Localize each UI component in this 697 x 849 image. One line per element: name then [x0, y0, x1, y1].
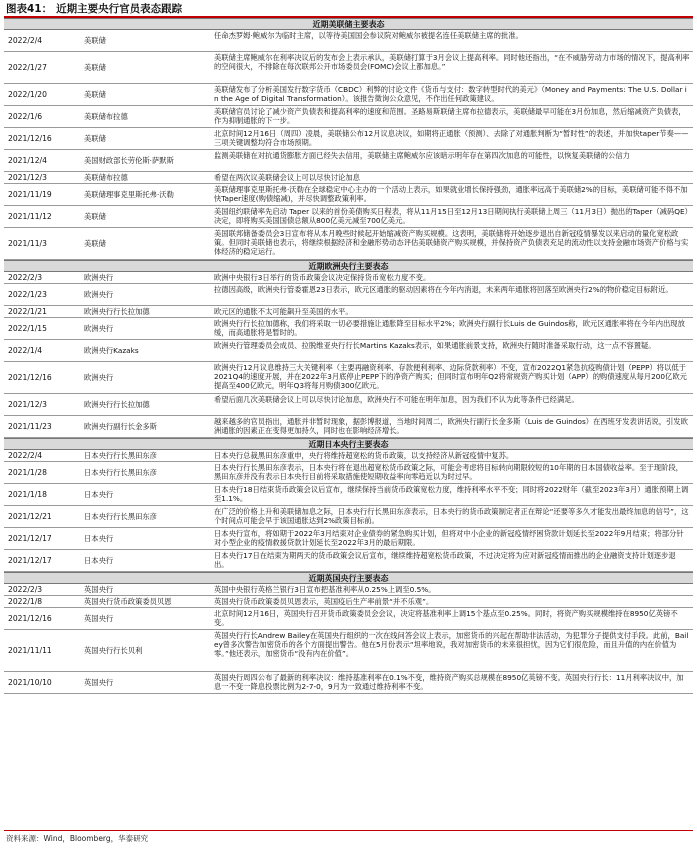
row-date: 2022/1/4: [8, 345, 43, 355]
row-institution: 欧洲央行: [84, 289, 114, 299]
table-row: [4, 172, 693, 184]
table-row: [4, 318, 693, 340]
table-row: [4, 584, 693, 596]
section-header: 近期英国央行主要表态: [4, 572, 693, 584]
row-date: 2021/11/3: [8, 238, 47, 248]
row-institution: 日本央行: [84, 555, 114, 565]
table-row: [4, 206, 693, 228]
figure-title: [6, 2, 182, 16]
table-row: [4, 416, 693, 438]
row-statement: 越来越多的官员指出，通胀并非暂时现象，据彭博报道，当地时间周二，欧洲央行副行长金多斯（Luis de Guindos）在西班牙发表讲话说，引发欧洲通胀的因素正在变得更加持久，同时也在影响经济增长。: [214, 417, 688, 436]
row-statement: 监测美联储在对抗通货膨胀方面已经失去信用，美联储主席鲍威尔应该暗示明年存在第四次加息的可能性，以恢复美联储的公信力: [214, 151, 630, 160]
row-date: 2021/11/11: [8, 645, 52, 655]
row-date: 2021/1/18: [8, 489, 47, 499]
row-date: 2021/12/3: [8, 399, 47, 409]
row-institution: 日本央行: [84, 489, 114, 499]
central-bank-table: [4, 18, 693, 828]
row-date: 2022/1/21: [8, 306, 47, 316]
row-institution: 美联储: [84, 238, 106, 248]
row-institution: 日本央行行长黑田东彦: [84, 450, 157, 460]
figure-title-text: 近期主要央行官员表态跟踪: [56, 3, 183, 15]
row-date: 2021/12/21: [8, 511, 52, 521]
row-statement: 欧洲央行管理委员会成员、拉脱维亚央行行长Martins Kazaks表示，如果通胀前景支持，欧洲央行随时准备采取行动，这一点不容置疑。: [214, 341, 656, 350]
row-statement: 美联储官员讨论了减少资产负债表和提高利率的速度和范围。圣路易斯联储主席布拉德表示，美联储最早可能在3月份加息，然后缩减资产负债表，作为抑制通胀的下一步。: [214, 107, 686, 126]
section-header: 近期日本央行主要表态: [4, 438, 693, 450]
row-statement: 日本央行17日在结束为期两天的货币政策会议后宣布，继续维持超宽松货币政策，不过决定将为应对新冠疫情而推出的企业融资支持计划逐步退出。: [214, 551, 676, 570]
row-institution: 英国央行: [84, 677, 114, 687]
table-row: [4, 394, 693, 416]
row-statement: 拉德因高级，欧洲央行管委霍恩23日表示，欧元区通胀的驱动因素将在今年内消退，未来两年通胀将回落至欧洲央行2%的物价稳定目标附近。: [214, 285, 673, 294]
row-statement: 日本央行18日结束货币政策会议后宣布，继续保持当前货币政策宽松力度，维持利率水平不变；同时将2022财年（截至2023年3月）通胀预期上调至1.1%。: [214, 485, 689, 504]
row-date: 2022/1/23: [8, 289, 47, 299]
figure-label: 图表41：: [6, 3, 53, 15]
row-institution: 日本央行行长黑田东彦: [84, 467, 157, 477]
row-date: 2022/1/20: [8, 89, 47, 99]
row-date: 2021/11/19: [8, 189, 52, 199]
table-row: [4, 106, 693, 128]
row-statement: 英国央行货币政策委员贝恩表示，英国疫后生产率前景“并不乐观”。: [214, 597, 434, 606]
row-date: 2021/11/12: [8, 211, 52, 221]
row-statement: 美国纽约联储率先启动 Taper 以来的首份美债购买日程表，将从11月15日至12月13日期间执行美联储上周三（11月3日）抛出的Taper（减码QE）决定，即将购买美国国债总额从800亿美元减至700亿美元。: [214, 207, 689, 226]
row-institution: 美联储: [84, 133, 106, 143]
row-statement: 欧洲央行12月议息维持三大关键利率（主要再融资利率、存款便利利率、边际贷款利率）不变，宣布2022Q1紧急抗疫购债计划（PEPP）将以低于2021Q4的速度开展，并在2022年3月底停止PEPP下的净资产购买；但同时宣布明年Q2将常规资产购买计划（APP）的购债速度从每月200亿欧元提高至400亿欧元，明年Q3将每月购债300亿欧元。: [214, 363, 687, 391]
section-header: 近期美联储主要表态: [4, 18, 693, 30]
table-row: [4, 228, 693, 260]
table-row: [4, 362, 693, 394]
row-statement: 北京时间12月16日（周四）凌晨，美联储公布12月议息决议，如期将正通胀（预测）、去除了对通胀判断为“暂时性”的表述，并加快taper节奏——三项关键调整均符合市场预期。: [214, 129, 689, 148]
row-date: 2021/12/4: [8, 155, 47, 165]
row-institution: 欧洲央行: [84, 272, 114, 282]
table-row: [4, 272, 693, 284]
row-institution: 美联储: [84, 35, 106, 45]
table-row: [4, 150, 693, 172]
row-institution: 英国央行: [84, 584, 114, 594]
row-statement: 美国联邦储备委员会3日宣布将从本月晚些时候起开始缩减资产购买规模。这表明，美联储将开始逐步退出自新冠疫情暴发以来启动的量化宽松政策。但同时美联储也表示，将继续根据经济和金融形势动态评估美联储资产购买规模，并保持资产负债表充足的流动性以支持金融市场资产价格与实体经济的稳定运行。: [214, 229, 689, 257]
row-date: 2022/2/3: [8, 272, 43, 282]
row-statement: 在广泛的价格上升和美联储加息之际，日本央行行长黑田东彦表示，日本央行的货币政策制定者正在辩论“还要等多久才能发出最终加息的信号”，这个时间点可能会早于该国通胀达到2%政策目标前。: [214, 507, 689, 526]
row-date: 2021/12/16: [8, 133, 52, 143]
row-statement: 日本央行总裁黑田东彦重申，央行将维持超宽松的货币政策，以支持经济从新冠疫情中复苏。: [214, 451, 514, 460]
row-statement: 希望在两次议美联储会议上可以尽快讨论加息: [214, 173, 360, 182]
row-statement: 任命杰罗姆·鲍威尔为临时主席，以等待美国国会参议院对鲍威尔被提名连任美联储主席的批准。: [214, 31, 523, 40]
row-institution: 美联储: [84, 211, 106, 221]
row-statement: 欧洲央行行长拉加德称，我们将采取一切必要措施让通胀降至目标水平2%；欧洲央行副行长Luis de Guindos称，欧元区通胀率将在今年内出现放缓，而高通胀将是暂时的。: [214, 319, 685, 338]
table-row: [4, 52, 693, 84]
row-statement: 美联储主席鲍威尔在利率决议后的发布会上表示承认，美联储打算于3月会议上提高利率。同时他还指出，“在不威胁劳动力市场的情况下，提高利率的空间很大，不排除在每次联邦公开市场委员会(FOMC)会议上都加息。”: [214, 53, 690, 72]
row-statement: 希望后面几次美联储会议上可以尽快讨论加息，欧洲央行不可能在明年加息，因为我们不认为此等条件已经满足。: [214, 395, 579, 404]
source-note: 资料来源：Wind，Bloomberg，华泰研究: [6, 834, 149, 843]
row-date: 2022/1/15: [8, 323, 47, 333]
row-date: 2022/1/6: [8, 111, 43, 121]
table-row: [4, 128, 693, 150]
row-institution: 美国财政部长劳伦斯·萨默斯: [84, 155, 174, 165]
row-institution: 英国央行货币政策委员贝恩: [84, 596, 172, 606]
row-date: 2021/10/10: [8, 677, 52, 687]
table-row: [4, 630, 693, 672]
row-date: 2021/1/28: [8, 467, 47, 477]
row-institution: 美联储理事克里斯托弗·沃勒: [84, 189, 174, 199]
table-row: [4, 284, 693, 306]
table-row: [4, 30, 693, 52]
row-statement: 北京时间12月16日，英国央行召开货币政策委员会会议，决定将基准利率上调15个基点至0.25%。同时，将资产购买规模维持在8950亿英镑不变。: [214, 609, 678, 628]
table-row: [4, 596, 693, 608]
row-statement: 英国中央银行英格兰银行3日宣布把基准利率从0.25%上调至0.5%。: [214, 585, 436, 594]
row-date: 2021/12/16: [8, 613, 52, 623]
row-statement: 欧元区的通胀不太可能飙升至美国的水平。: [214, 307, 353, 316]
row-institution: 日本央行: [84, 533, 114, 543]
row-date: 2022/1/8: [8, 596, 43, 606]
row-statement: 英国央行行长Andrew Bailey在英国央行组织的一次在线问答会议上表示，加密货币的兴起在帮助非法活动，为犯罪分子提供支付手段。此前，Bailey曾多次警告加密货币的各个方面提出警告。他在5月份表示“坦率地说，我对加密货币的未来很担忧，因为它们很危险，而且升值的内在价值为零。”他还表示，加密货币“没有内在价值”。: [214, 631, 689, 659]
row-statement: 美联储发布了分析美国发行数字货币（CBDC）利弊的讨论文件《货币与支付：数字转型时代的美元》（Money and Payments: The U.S. Dollar in the Age of Digital Transformation）。该报告徵询公众意见，不作出任何政策建议。: [214, 85, 687, 104]
row-date: 2021/12/17: [8, 533, 52, 543]
row-institution: 欧洲央行行长拉加德: [84, 399, 150, 409]
row-institution: 日本央行行长黑田东彦: [84, 511, 157, 521]
row-date: 2021/12/16: [8, 372, 52, 382]
row-institution: 欧洲央行Kazaks: [84, 345, 139, 355]
row-institution: 欧洲央行: [84, 323, 114, 333]
row-institution: 欧洲央行: [84, 372, 114, 382]
table-row: [4, 184, 693, 206]
row-statement: 日本央行宣布，将如期于2022年3月结束对企业债券的紧急购买计划，但将对中小企业的新冠疫情纾困贷款计划延长至2022年9月结束；将部分针对小型企业的疫情救援贷款计划延长至2022年3月的最后期限。: [214, 529, 684, 548]
table-row: [4, 450, 693, 462]
row-statement: 英国央行周四公布了最新的利率决议：维持基准利率在0.1%不变，维持资产购买总规模在8950亿英镑不变。英国央行行长：11月利率决议中，加息一不变一降息投票比例为2-7-0，9月为一致通过维持利率不变。: [214, 673, 684, 692]
table-row: [4, 484, 693, 506]
row-institution: 欧洲央行副行长金多斯: [84, 421, 157, 431]
table-row: [4, 550, 693, 572]
table-row: [4, 340, 693, 362]
table-row: [4, 672, 693, 694]
row-statement: 欧洲中央银行3日举行的货币政策会议决定保持货币宽松力度不变。: [214, 273, 431, 282]
row-institution: 美联储布拉德: [84, 172, 128, 182]
table-row: [4, 506, 693, 528]
row-institution: 英国央行: [84, 613, 114, 623]
table-row: [4, 306, 693, 318]
row-institution: 欧洲央行行长拉加德: [84, 306, 150, 316]
row-date: 2022/1/27: [8, 62, 47, 72]
row-date: 2022/2/4: [8, 450, 43, 460]
row-date: 2021/11/23: [8, 421, 52, 431]
section-header: 近期欧洲央行主要表态: [4, 260, 693, 272]
row-institution: 美联储: [84, 62, 106, 72]
row-institution: 美联储布拉德: [84, 111, 128, 121]
bottom-rule: [4, 830, 693, 831]
row-institution: 美联储: [84, 89, 106, 99]
table-row: [4, 528, 693, 550]
table-row: [4, 462, 693, 484]
row-statement: 日本央行行长黑田东彦表示，日本央行将在退出超宽松货币政策之际，可能会考虑将目标转向期限较短的10年期的日本国债收益率。至于现阶段，黑田东彦并没有表示日本央行目前将采取措施使短期收益率向零趋近以为时过早。: [214, 463, 683, 482]
table-row: [4, 608, 693, 630]
row-date: 2022/2/4: [8, 35, 43, 45]
row-date: 2022/2/3: [8, 584, 43, 594]
row-date: 2021/12/3: [8, 172, 47, 182]
row-institution: 英国央行行长贝利: [84, 645, 143, 655]
table-row: [4, 84, 693, 106]
row-statement: 美联储理事克里斯托弗·沃勒在全球稳定中心主办的一个活动上表示，如果就业增长保持强劲，通胀率远高于美联储2%的目标，美联储可能不得不加快Taper速度(购债缩减)，并尽快调整政策利率。: [214, 185, 688, 204]
row-date: 2021/12/17: [8, 555, 52, 565]
